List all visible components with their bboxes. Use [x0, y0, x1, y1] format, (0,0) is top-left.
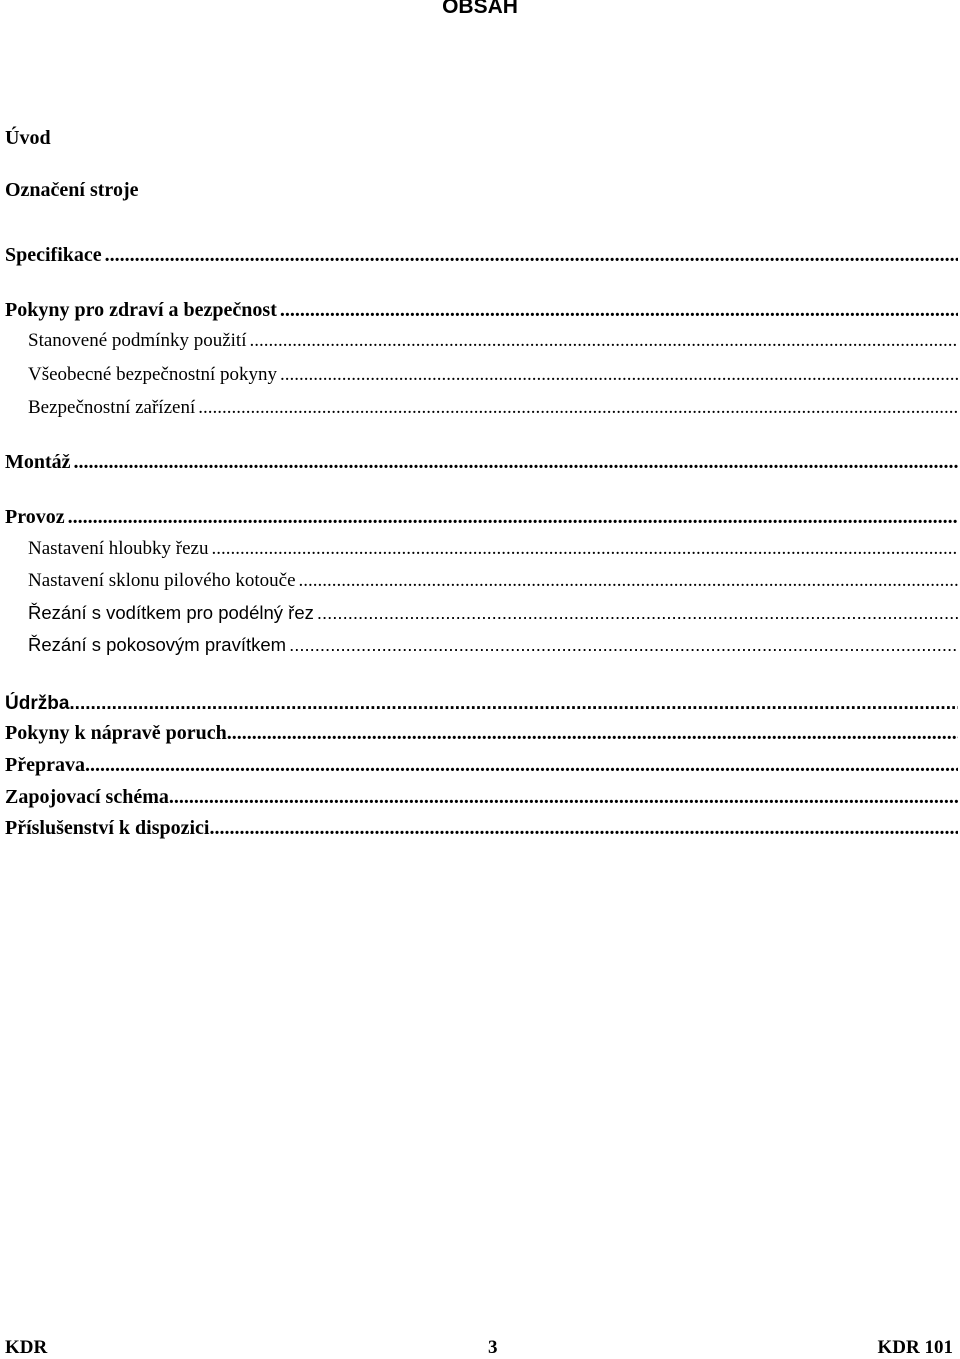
footer-left-label: KDR — [5, 1337, 48, 1358]
toc-entry-label: Specifikace — [5, 244, 102, 266]
toc-entry-bezpecnostni-zarizeni[interactable] — [28, 396, 958, 420]
toc-entry-specifikace[interactable] — [5, 243, 958, 267]
dot-leader — [317, 601, 958, 625]
toc-entry-label: Úvod — [5, 127, 51, 149]
page-number: 3 — [488, 1337, 498, 1358]
toc-entry-rezani-voditko[interactable] — [28, 601, 958, 625]
dot-leader — [280, 363, 958, 387]
toc-entry-label: Montáž — [5, 451, 71, 473]
toc-entry-label: Řezání s vodítkem pro podélný řez — [28, 602, 314, 623]
dot-leader — [211, 537, 958, 561]
toc-entry-hloubka-rezu[interactable] — [28, 537, 958, 561]
dot-leader — [289, 633, 958, 657]
toc-entry-montaz[interactable] — [5, 450, 958, 474]
toc-entry-provoz[interactable] — [5, 505, 958, 529]
dot-leader — [280, 298, 958, 322]
dot-leader — [105, 243, 958, 267]
toc-entry-label: Pokyny k nápravě poruch — [5, 722, 227, 744]
dot-leader — [68, 505, 958, 529]
dot-leader — [227, 721, 958, 745]
toc-entry-label: Všeobecné bezpečnostní pokyny — [28, 364, 278, 385]
toc-entry-label: Bezpečnostní zařízení — [28, 397, 196, 418]
toc-entry-rezani-pokosove[interactable] — [28, 633, 958, 657]
dot-leader — [214, 816, 958, 840]
toc-entry-label: Označení stroje — [5, 179, 139, 201]
toc-entry-oznaceni-stroje[interactable] — [5, 178, 958, 202]
toc-entry-pokyny-zdravi[interactable] — [5, 298, 958, 322]
toc-entry-vseobecne-pokyny[interactable] — [28, 363, 958, 387]
page-title: OBSAH — [442, 0, 518, 18]
toc-entry-sklon-kotouce[interactable] — [28, 569, 958, 593]
dot-leader — [85, 753, 958, 777]
toc-entry-label: Přeprava — [5, 754, 85, 776]
toc-entry-udrzba[interactable] — [5, 692, 958, 716]
toc-entry-stanovene-podminky[interactable] — [28, 329, 958, 353]
toc-entry-preprava[interactable] — [5, 753, 958, 777]
toc-entry-label: Pokyny pro zdraví a bezpečnost — [5, 299, 277, 321]
footer-right-label: KDR 101 — [877, 1337, 953, 1358]
toc-entry-label: Nastavení hloubky řezu — [28, 538, 209, 559]
toc-entry-label: Stanovené podmínky použití — [28, 330, 247, 351]
toc-entry-prislusenstvi[interactable] — [5, 816, 958, 840]
dot-leader — [249, 329, 958, 353]
toc-entry-zapojovaci-schema[interactable] — [5, 785, 958, 809]
toc-entry-label: Příslušenství k dispozici. — [5, 817, 215, 839]
toc-entry-label: Zapojovací schéma — [5, 786, 169, 808]
dot-leader — [169, 785, 958, 809]
dot-leader — [74, 450, 958, 474]
toc-entry-label: Řezání s pokosovým pravítkem — [28, 634, 287, 655]
toc-entry-label: Údržba — [5, 693, 70, 714]
dot-leader — [299, 569, 958, 593]
dot-leader — [69, 692, 958, 716]
toc-entry-label: Provoz — [5, 506, 65, 528]
toc-entry-label: Nastavení sklonu pilového kotouče — [28, 570, 296, 591]
dot-leader — [198, 396, 958, 420]
toc-entry-uvod[interactable] — [5, 126, 958, 150]
toc-entry-naprava-poruch[interactable] — [5, 721, 958, 745]
